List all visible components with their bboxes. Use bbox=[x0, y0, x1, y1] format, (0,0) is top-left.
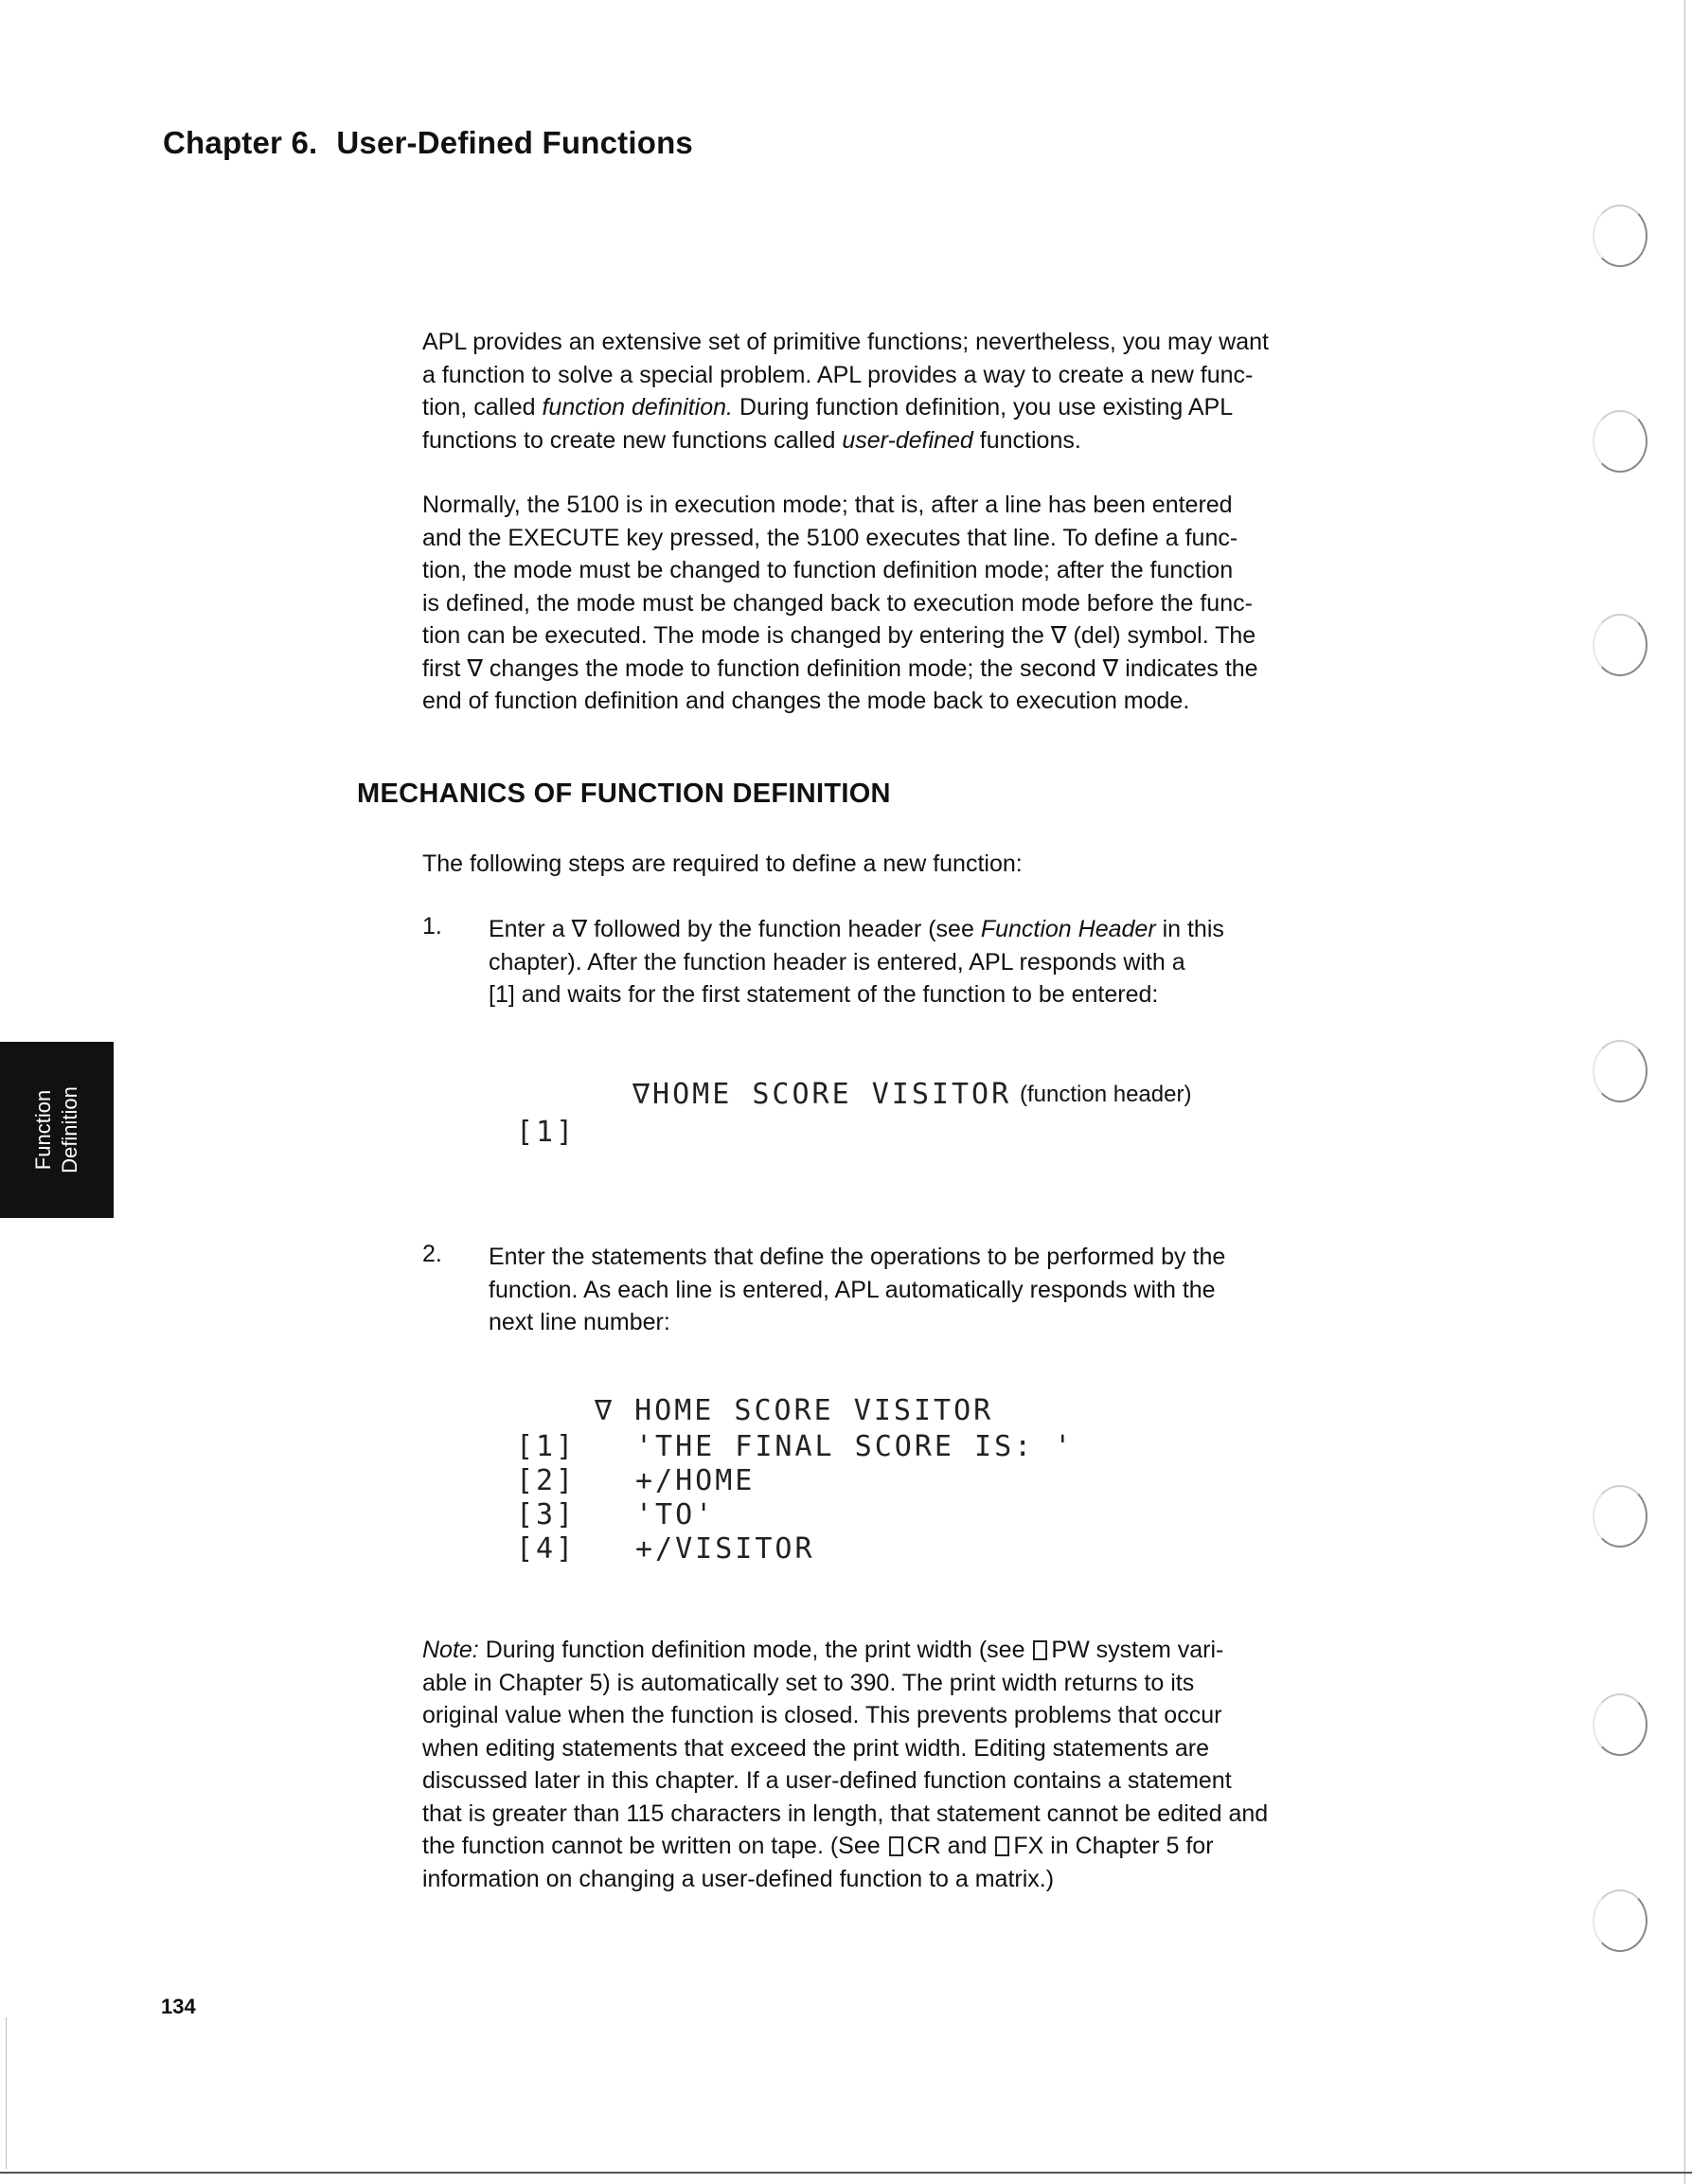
text-line: a function to solve a special problem. APL provides a way to create a new func- bbox=[422, 361, 1254, 388]
code-statement: +/VISITOR bbox=[635, 1532, 815, 1566]
code-line-number: [1] bbox=[516, 1430, 577, 1463]
text-line: able in Chapter 5) is automatically set to 390. The print width returns to its bbox=[422, 1669, 1195, 1696]
code-line-number: [2] bbox=[516, 1464, 577, 1497]
text-line: is defined, the mode must be changed back to execution mode before the func- bbox=[422, 589, 1253, 617]
chapter-title bbox=[163, 125, 693, 161]
code-statement: 'TO' bbox=[635, 1498, 716, 1531]
text-line: discussed later in this chapter. If a user-defined function contains a statement bbox=[422, 1767, 1232, 1794]
emphasis-term: function definition. bbox=[542, 394, 733, 421]
binder-hole-icon bbox=[1593, 1889, 1647, 1952]
binder-hole-icon bbox=[1593, 410, 1647, 473]
emphasis-term: Function Header bbox=[980, 916, 1156, 942]
step-1-number: 1. bbox=[422, 913, 442, 940]
text-line: the function cannot be written on tape. (See CR and FX in Chapter 5 for bbox=[422, 1833, 1214, 1859]
code-line-number: [4] bbox=[516, 1532, 577, 1566]
text-line: that is greater than 115 characters in length, that statement cannot be edited and bbox=[422, 1799, 1269, 1827]
text-line: next line number: bbox=[489, 1309, 670, 1335]
text-line: APL provides an extensive set of primitive functions; nevertheless, you may want bbox=[422, 329, 1269, 355]
text-line: end of function definition and changes the mode back to execution mode. bbox=[422, 688, 1190, 714]
text-line: [1] and waits for the first statement of the function to be entered: bbox=[489, 981, 1159, 1008]
code-line-number: [3] bbox=[516, 1498, 577, 1531]
text-line: and the EXECUTE key pressed, the 5100 executes that line. To define a func- bbox=[422, 524, 1238, 551]
quad-icon bbox=[1033, 1640, 1047, 1660]
text-line: functions to create new functions called user-defined functions. bbox=[422, 426, 1081, 454]
emphasis-term: user-defined bbox=[842, 426, 973, 454]
note-label: Note: bbox=[422, 1637, 479, 1663]
page-number: 134 bbox=[161, 1995, 196, 2018]
code-statement: +/HOME bbox=[635, 1464, 756, 1497]
code-line-number: [1] bbox=[516, 1116, 577, 1149]
text-line: Note: During function definition mode, the print width (see PW system vari- bbox=[422, 1637, 1224, 1663]
section-side-tab bbox=[0, 1042, 114, 1218]
binder-hole-icon bbox=[1593, 1040, 1647, 1102]
binder-hole-icon bbox=[1593, 205, 1647, 267]
intro-paragraph-2 bbox=[422, 489, 1369, 718]
code-statement: 'THE FINAL SCORE IS: ' bbox=[635, 1430, 1075, 1463]
text-line: Enter a ∇ followed by the function header (see Function Header in this bbox=[489, 916, 1224, 942]
chapter-name: User-Defined Functions bbox=[336, 125, 693, 160]
binder-hole-icon bbox=[1593, 1693, 1647, 1756]
text-line: Enter the statements that define the operations to be performed by the bbox=[489, 1244, 1226, 1270]
quad-icon bbox=[995, 1836, 1009, 1856]
bottom-rule bbox=[0, 2172, 1692, 2174]
code-annotation: (function header) bbox=[1020, 1082, 1192, 1107]
text-line: function. As each line is entered, APL automatically responds with the bbox=[489, 1276, 1216, 1303]
page-edge-line bbox=[1684, 0, 1685, 2184]
text-line: original value when the function is closed. This prevents problems that occur bbox=[422, 1702, 1222, 1728]
note-paragraph bbox=[422, 1634, 1369, 1895]
side-tab-label: Function Definition bbox=[31, 1086, 81, 1173]
section-heading: MECHANICS OF FUNCTION DEFINITION bbox=[357, 779, 891, 809]
text-line: chapter). After the function header is entered, APL responds with a bbox=[489, 948, 1185, 976]
step-2-number: 2. bbox=[422, 1241, 442, 1267]
text-line: Normally, the 5100 is in execution mode; that is, after a line has been entered bbox=[422, 492, 1233, 518]
code-function-header: ∇ HOME SCORE VISITOR bbox=[595, 1394, 994, 1427]
page-edge-line bbox=[6, 2017, 7, 2169]
code-function-header: ∇HOME SCORE VISITOR bbox=[632, 1078, 1012, 1111]
intro-paragraph-1 bbox=[422, 326, 1369, 456]
text-line: when editing statements that exceed the print width. Editing statements are bbox=[422, 1734, 1210, 1762]
binder-hole-icon bbox=[1593, 1485, 1647, 1548]
quad-icon bbox=[889, 1836, 903, 1856]
binder-hole-icon bbox=[1593, 614, 1647, 676]
step-2-text bbox=[489, 1241, 1341, 1339]
step-1-text bbox=[489, 913, 1341, 1011]
text-line: information on changing a user-defined function to a matrix.) bbox=[422, 1865, 1055, 1892]
text-line: tion, the mode must be changed to function definition mode; after the function bbox=[422, 557, 1234, 583]
text-line: tion, called function definition. During function definition, you use existing APL bbox=[422, 394, 1234, 421]
text-line: tion can be executed. The mode is changed by entering the ∇ (del) symbol. The bbox=[422, 622, 1256, 649]
text-line: first ∇ changes the mode to function definition mode; the second ∇ indicates the bbox=[422, 654, 1258, 682]
chapter-number: Chapter 6. bbox=[163, 125, 318, 160]
section-lead: The following steps are required to define a new function: bbox=[422, 850, 1023, 877]
